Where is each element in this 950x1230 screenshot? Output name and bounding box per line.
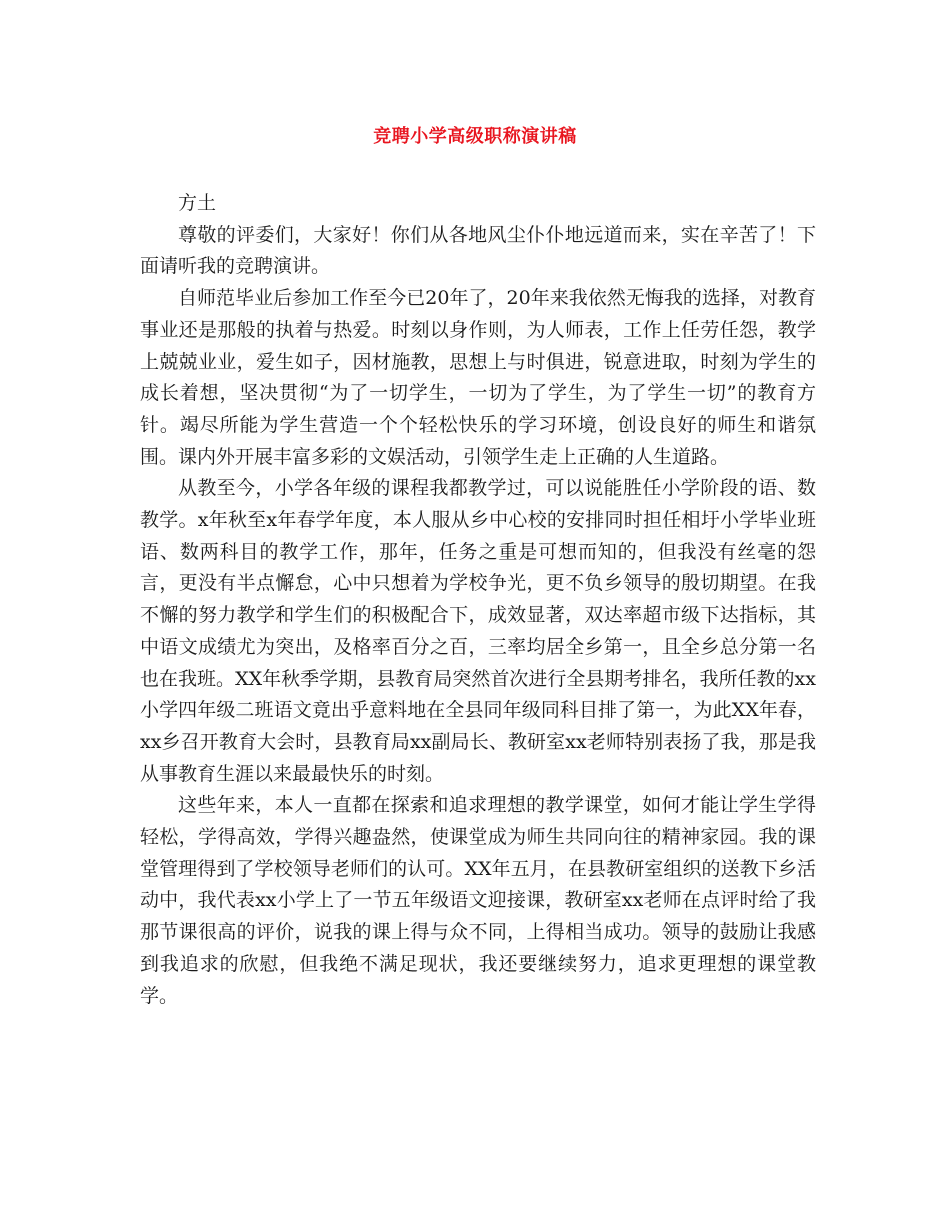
- document-body: [140, 188, 816, 1012]
- author-line: 方土: [178, 192, 217, 214]
- paragraph-teaching-experience: 从教至今，小学各年级的课程我都教学过，可以说能胜任小学阶段的语、数教学。x年秋至x年春学年度，本人服从乡中心校的安排同时担任相圩小学毕业班语、数两科目的教学工作，那年，任务之重是可想而知的，但我没有丝毫的怨言，更没有半点懈怠，心中只想着为学校争光，更不负乡领导的殷切期望。在我不懈的努力教学和学生们的积极配合下，成效显著，双达率超市级下达指标，其中语文成绩尤为突出，及格率百分之百，三率均居全乡第一，且全乡总分第一名也在我班。XX年秋季学期，县教育局突然首次进行全县期考排名，我所任教的xx小学四年级二班语文竟出乎意料地在全县同年级同科目排了第一，为此XX年春，xx乡召开教育大会时，县教育局xx副局长、教研室xx老师特别表扬了我，那是我从事教育生涯以来最最快乐的时刻。: [140, 477, 816, 785]
- paragraph-greeting: 尊敬的评委们，大家好！你们从各地风尘仆仆地远道而来，实在辛苦了！下面请听我的竞聘演讲。: [140, 223, 816, 278]
- document-title: 竞聘小学高级职称演讲稿: [373, 126, 577, 147]
- paragraph-career: 自师范毕业后参加工作至今已20年了，20年来我依然无悔我的选择，对教育事业还是那般的执着与热爱。时刻以身作则，为人师表，工作上任劳任怨，教学上兢兢业业，爱生如子，因材施教，思想上与时俱进，锐意进取，时刻为学生的成长着想，坚决贯彻“为了一切学生，一切为了学生，为了学生一切”的教育方针。竭尽所能为学生营造一个个轻松快乐的学习环境，创设良好的师生和谐氛围。课内外开展丰富多彩的文娱活动，引领学生走上正确的人生道路。: [140, 287, 816, 468]
- paragraph-classroom-pursuit: 这些年来，本人一直都在探索和追求理想的教学课堂，如何才能让学生学得轻松，学得高效，学得兴趣盎然，使课堂成为师生共同向往的精神家园。我的课堂管理得到了学校领导老师们的认可。XX年五月，在县教研室组织的送教下乡活动中，我代表xx小学上了一节五年级语文迎接课，教研室xx老师在点评时给了我那节课很高的评价，说我的课上得与众不同，上得相当成功。领导的鼓励让我感到我追求的欣慰，但我绝不满足现状，我还要继续努力，追求更理想的课堂教学。: [140, 794, 816, 1007]
